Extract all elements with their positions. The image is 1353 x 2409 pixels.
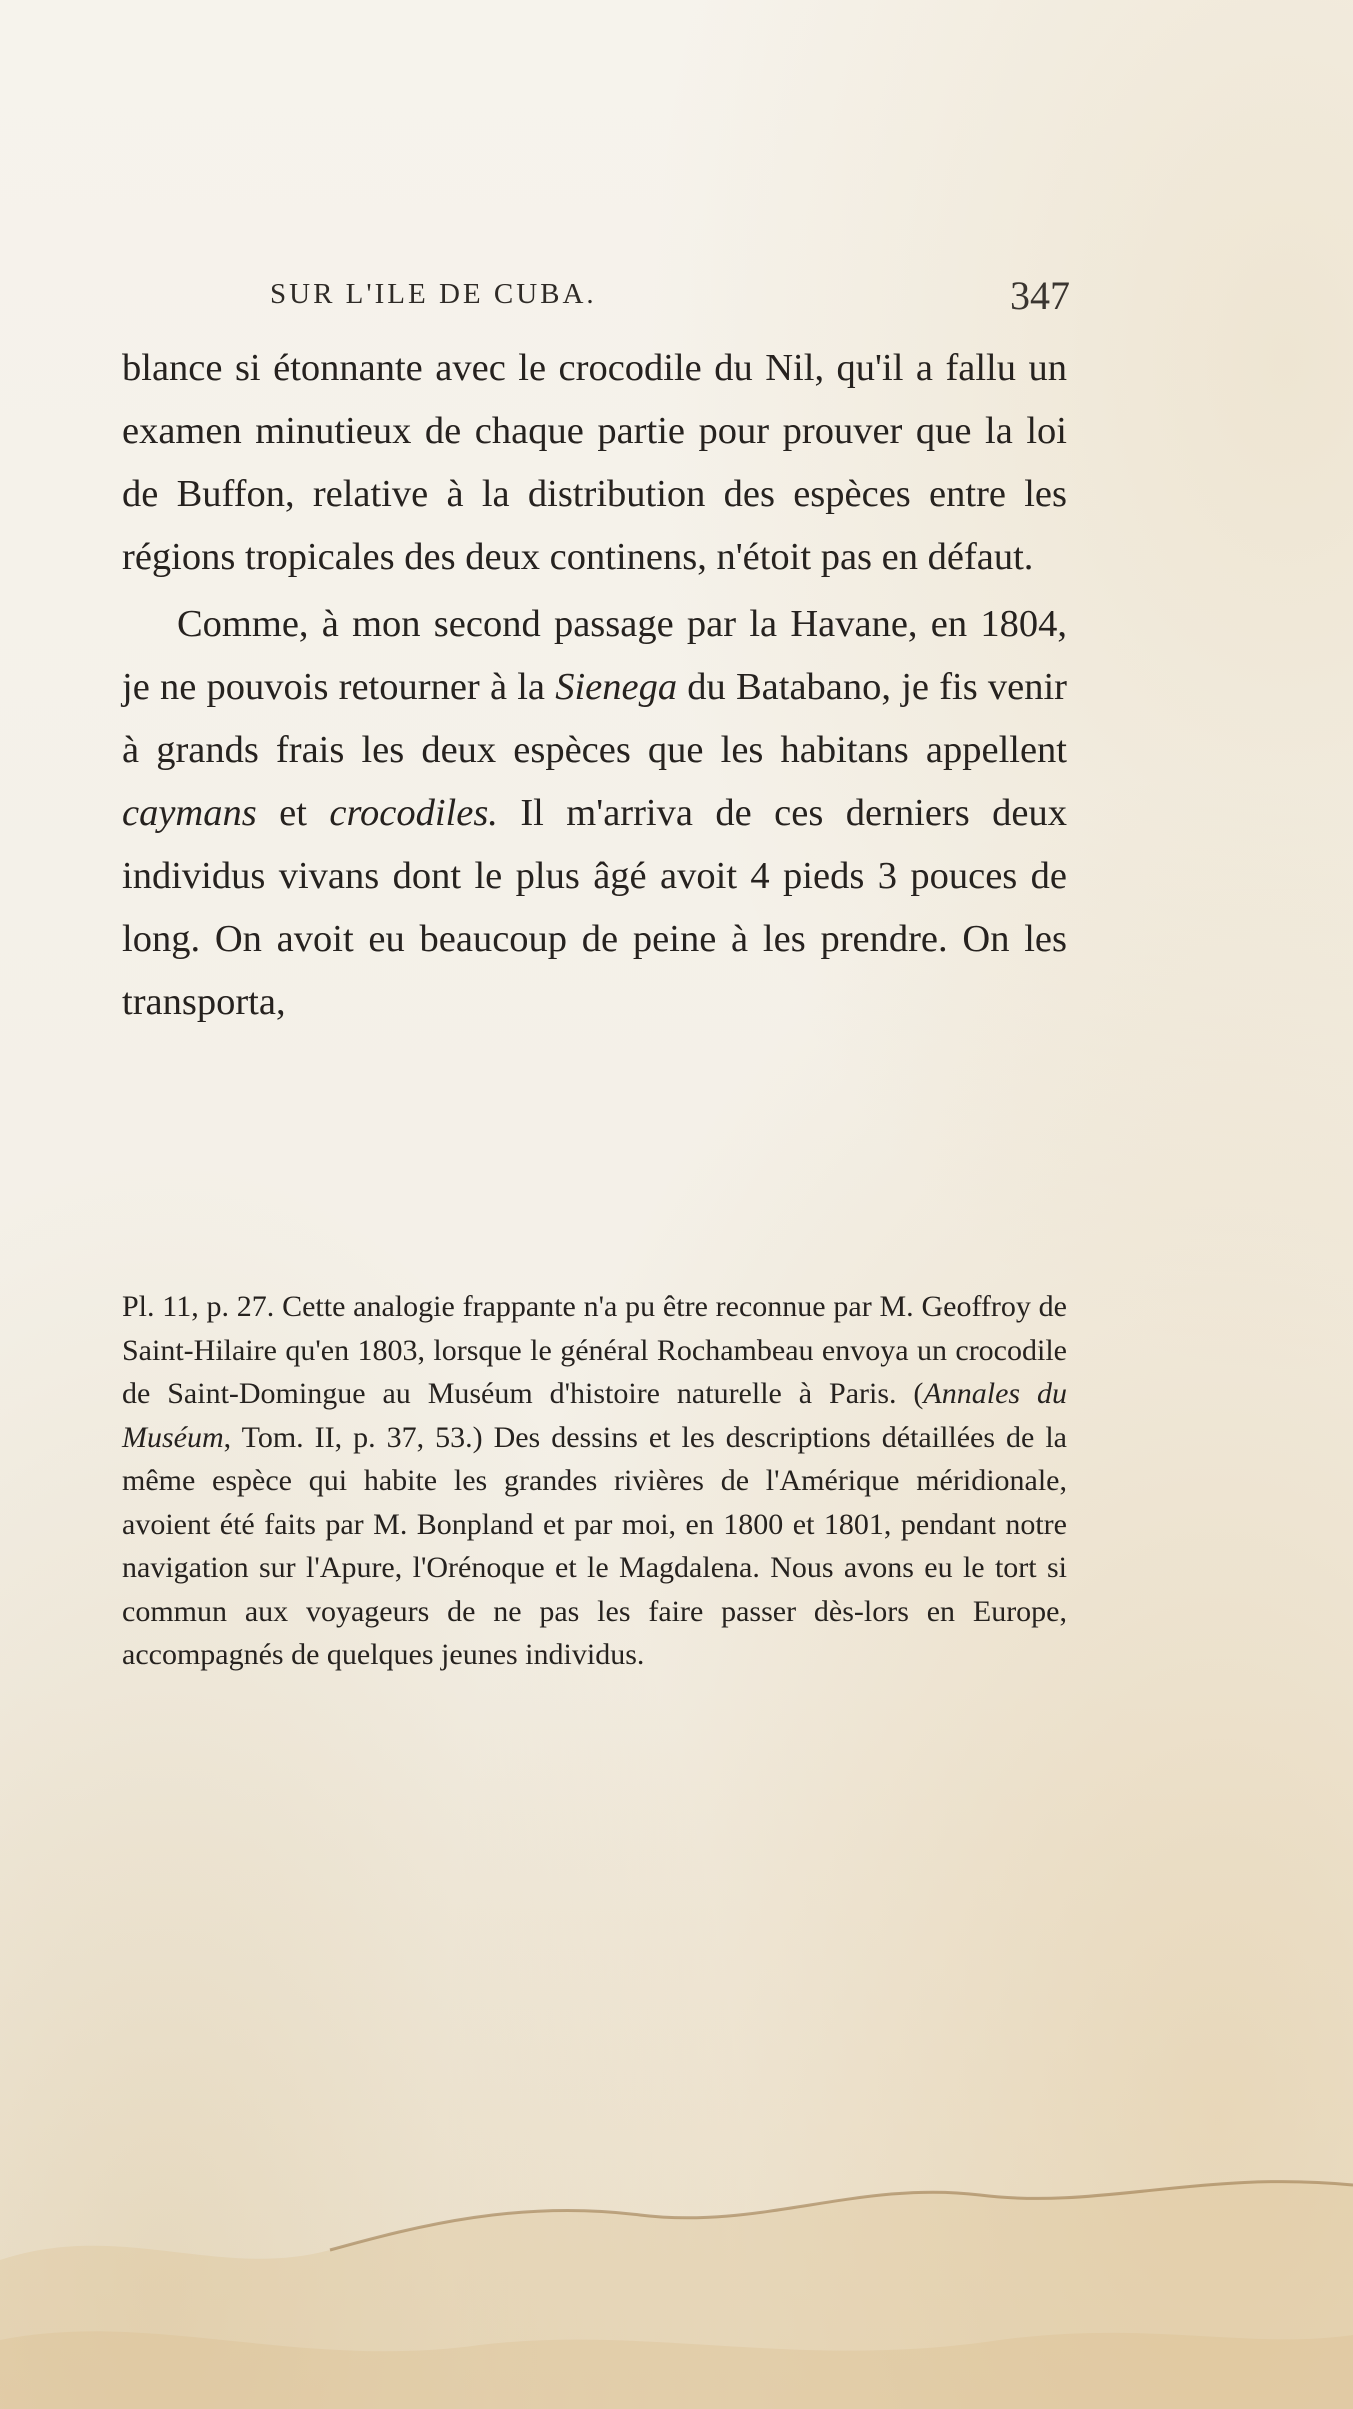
footnote-separator	[128, 1265, 1066, 1266]
paragraph-1: blance si étonnante avec le crocodile du Nil, qu'il a fallu un examen minutieux de chaque partie pour prouver que la loi de Buffon, relative à la distribution des espèces entre les régions tropicales des deux continens, n'étoit pas en défaut.	[122, 347, 1067, 578]
running-header	[270, 272, 1070, 332]
page-number: 347	[1010, 273, 1070, 318]
footnote-part-a: Pl. 11, p. 27. Cette analogie frappante n'a pu être reconnue par M. Geoffroy de Saint-Hilaire qu'en 1803, lorsque le général Rochambeau envoya un crocodile de Saint-Domingue au Muséum d'histoire naturelle à Paris. (	[122, 1290, 1067, 1410]
paragraph-2-part-b: du Batabano, je fis venir à grands frais les deux espèces que les habitans appellent	[122, 666, 1068, 771]
footnote	[122, 1285, 1067, 1677]
running-head-title: SUR L'ILE DE CUBA.	[270, 278, 597, 310]
annales-title: Annales du Muséum	[122, 1377, 1067, 1454]
footnote-text	[122, 1285, 1067, 1677]
caymans-term: caymans	[122, 792, 257, 834]
paragraph-2	[122, 593, 1067, 1034]
main-text	[122, 337, 1067, 1034]
paragraph-2-part-d: Il m'arriva de ces derniers deux individus vivans dont le plus âgé avoit 4 pieds 3 pouces de long. On avoit eu beaucoup de peine à les prendre. On les transporta,	[122, 792, 1067, 1023]
sienega-term: Sienega	[555, 666, 678, 708]
crocodiles-term: crocodiles.	[329, 792, 498, 834]
paragraph-2-part-a: Comme, à mon second passage par la Havane, en 1804, je ne pouvois retourner à la	[122, 603, 1067, 708]
paragraph-2-part-c: et	[256, 792, 330, 834]
footnote-part-b: , Tom. II, p. 37, 53.) Des dessins et les descriptions détaillées de la même espèce qui habite les grandes rivières de l'Amérique méridionale, avoient été faits par M. Bonpland et par moi, en 1800 et 1801, pendant notre navigation sur l'Apure, l'Orénoque et le Magdalena. Nous avons eu le tort si commun aux voyageurs de ne pas les faire passer dès-lors en Europe, accompagnés de quelques jeunes individus.	[122, 1420, 1067, 1671]
water-stain	[0, 2140, 1353, 2409]
